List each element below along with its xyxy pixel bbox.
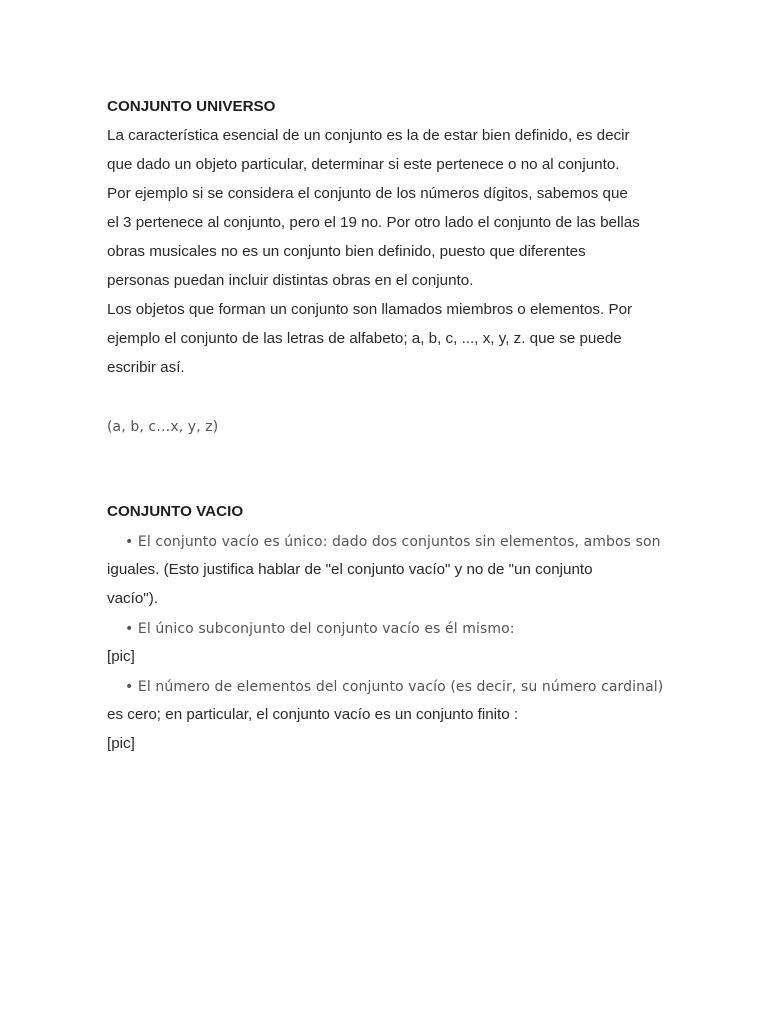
paragraph-line: La característica esencial de un conjunto es la de estar bien definido, es decir [107,127,630,144]
section-title-conjunto-vacio: CONJUNTO VACIO [107,503,244,520]
paragraph-line: obras musicales no es un conjunto bien definido, puesto que diferentes [107,243,586,260]
paragraph-line: ejemplo el conjunto de las letras de alfabeto; a, b, c, ..., x, y, z. que se puede [107,330,622,347]
pic-placeholder: [pic] [107,735,135,752]
set-example: (a, b, c…x, y, z) [107,419,219,435]
paragraph-line: Los objetos que forman un conjunto son llamados miembros o elementos. Por [107,301,633,318]
paragraph-line: vacío"). [107,590,158,607]
section-title-conjunto-universo: CONJUNTO UNIVERSO [107,98,276,115]
bullet-item: • El único subconjunto del conjunto vacío es él mismo: [125,621,515,637]
paragraph-line: iguales. (Esto justifica hablar de "el conjunto vacío" y no de "un conjunto [107,561,593,578]
paragraph-line: Por ejemplo si se considera el conjunto de los números dígitos, sabemos que [107,185,628,202]
bullet-item: • El número de elementos del conjunto vacío (es decir, su número cardinal) [125,679,664,695]
bullet-item: • El conjunto vacío es único: dado dos conjuntos sin elementos, ambos son [125,534,661,550]
paragraph-line: el 3 pertenece al conjunto, pero el 19 no. Por otro lado el conjunto de las bellas [107,214,640,231]
paragraph-line: es cero; en particular, el conjunto vacío es un conjunto finito : [107,706,519,723]
pic-placeholder: [pic] [107,648,135,665]
paragraph-line: escribir así. [107,359,185,376]
paragraph-line: que dado un objeto particular, determinar si este pertenece o no al conjunto. [107,156,620,173]
paragraph-line: personas puedan incluir distintas obras en el conjunto. [107,272,474,289]
